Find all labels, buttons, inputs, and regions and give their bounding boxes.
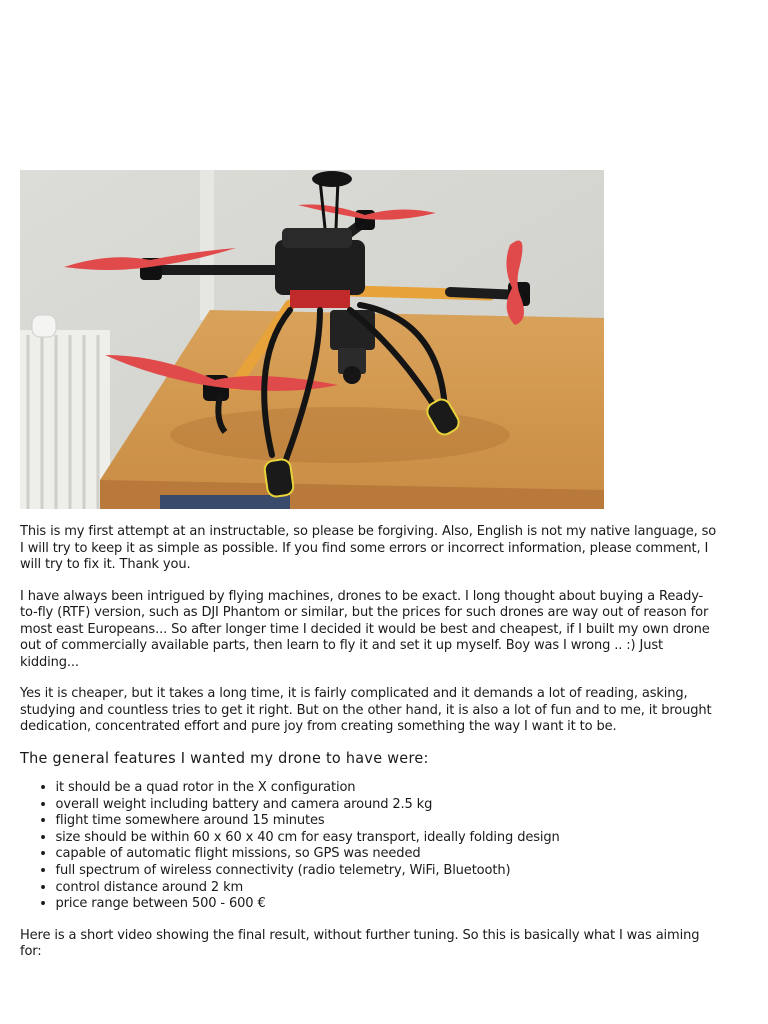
article-body <box>20 523 717 975</box>
video-intro-paragraph: Here is a short video showing the final result, without further tuning. So this is basically what I was aiming for: <box>20 926 700 960</box>
drone-photo <box>20 170 604 509</box>
list-item: • full spectrum of wireless connectivity (radio telemetry, WiFi, Bluetooth) <box>56 862 717 879</box>
list-item: • size should be within 60 x 60 x 40 cm for easy transport, ideally folding design <box>56 829 717 846</box>
list-item: • overall weight including battery and camera around 2.5 kg <box>56 796 717 813</box>
intro-paragraph: This is my first attempt at an instructable, so please be forgiving. Also, English is not my native language, so I will try to keep it as simple as possible. If you find some errors or incorrect information, please comment, I will try to fix it. Thank you. <box>20 523 717 572</box>
list-item: • control distance around 2 km <box>56 879 717 896</box>
radiator <box>20 315 110 509</box>
reflection-paragraph: Yes it is cheaper, but it takes a long time, it is fairly complicated and it demands a lot of reading, asking, studying and countless tries to get it right. But on the other hand, it is also a lot of fun and to me, it brought dedication, concentrated effort and pure joy from creating something the way I want it to be. <box>20 685 712 734</box>
list-item: • capable of automatic flight missions, so GPS was needed <box>56 845 717 862</box>
features-heading: The general features I wanted my drone to have were: <box>20 748 429 767</box>
list-item: • flight time somewhere around 15 minutes <box>56 812 717 829</box>
motivation-paragraph: I have always been intrigued by flying machines, drones to be exact. I long thought about buying a Ready-to-fly (RTF) version, such as DJI Phantom or similar, but the prices for such drones are way out of reason for most east Europeans... So after longer time I decided it would be best and cheapest, if I built my own drone out of commercially available parts, then learn to fly it and set it up myself. Boy was I wrong .. :) Just kidding... <box>20 587 710 670</box>
list-item: • it should be a quad rotor in the X configuration <box>56 779 717 796</box>
list-item: • price range between 500 - 600 € <box>56 895 717 912</box>
features-list <box>20 779 717 912</box>
